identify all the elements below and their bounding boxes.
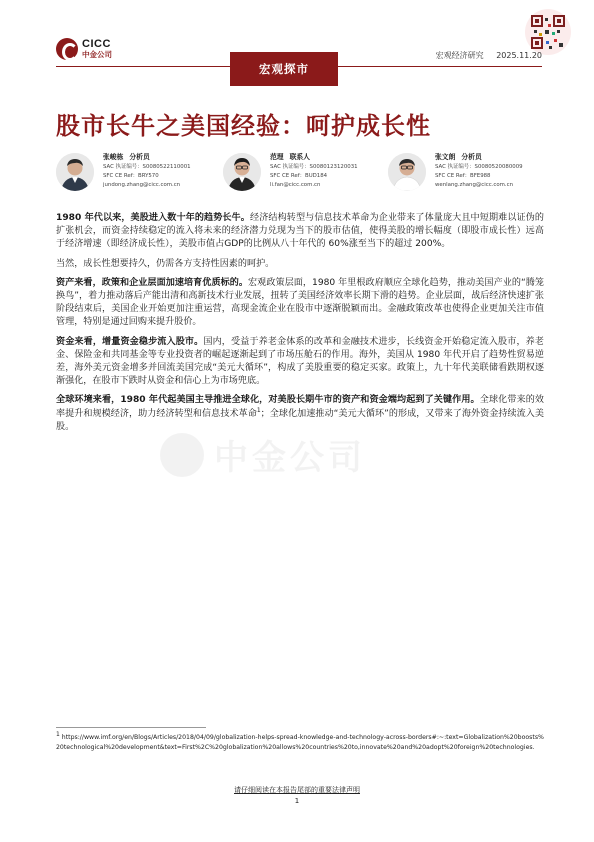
footnote-ref[interactable]: 1 — [256, 406, 261, 414]
cicc-logo-icon — [56, 38, 78, 60]
watermark-text: 中金公司 — [214, 438, 366, 478]
report-body — [56, 212, 544, 440]
footnote-number: 1 — [56, 730, 60, 738]
paragraph-text: 经济结构转型与信息技术革命为企业带来了体量庞大且中短期难以证伪的扩张机会，而资金持续稳定的流入将未来的经济潜力兑现为当下的股市估值，使得美股的增长幅度（即股市成长性）远高于经济增速（即经济成长性），美股市值占GDP的比例从八十年代的 60%涨至当下的超过 200%。 — [56, 213, 544, 250]
analyst-card — [388, 152, 523, 191]
paragraph — [56, 258, 544, 271]
paragraph — [56, 277, 544, 330]
analyst-photo — [388, 153, 426, 191]
page-number: 1 — [294, 797, 300, 805]
analyst-sfc: SFC CE Ref：BUD184 — [270, 173, 328, 179]
analyst-sac: SAC 执证编号：S0080520080009 — [435, 164, 523, 170]
paragraph-text: ；全球化加速推动“美元大循环”的形成，又带来了海外资金持续流入美股。 — [56, 408, 544, 432]
logo-cn: 中金公司 — [82, 50, 112, 60]
paragraph-lead: 1980 年代以来，美股进入数十年的趋势长牛。 — [56, 213, 250, 223]
paragraph-lead: 资金来看，增量资金稳步流入股市。 — [56, 336, 204, 347]
footnote-divider — [56, 727, 206, 728]
section-tag: 宏观探市 — [230, 52, 338, 86]
analyst-name: 张文朗 — [435, 153, 456, 161]
analyst-sfc: SFC CE Ref：BFE988 — [435, 173, 491, 179]
analyst-sac: SAC 执证编号：S0080522110001 — [103, 164, 191, 170]
paragraph-lead: 资产来看，政策和企业层面加速培育优质标的。 — [56, 277, 249, 288]
footnote — [56, 730, 544, 753]
report-date: 2025.11.20 — [496, 51, 542, 60]
analyst-role: 分析员 — [461, 153, 482, 161]
analyst-email[interactable]: jundong.zhang@cicc.com.cn — [103, 182, 181, 188]
logo-en: CICC — [82, 38, 111, 51]
qr-code-icon — [524, 8, 572, 56]
report-meta — [436, 50, 542, 61]
analyst-card — [56, 152, 191, 191]
analyst-name: 张峻栋 — [103, 153, 124, 161]
cicc-logo — [56, 38, 112, 60]
paragraph-lead: 全球环境来看，1980 年代起美国主导推进全球化，对美股长期牛市的资产和资金端均起到了关键作用。 — [56, 395, 480, 406]
paragraph-text: 国内，受益于养老金体系的改革和金融技术进步，长线资金开始稳定流入股市，养老金、保险金和共同基金等专业投资者的崛起逐渐起到了市场压舱石的作用。海外，美国从 1980 年代开启了趋势性贸易逆差，海外美元资金增多并回流美国完成“美元大循环”，构成了美股重要的稳定买家。政策上，九十年代美联储看跌期权逐渐强化，在股市下跌时从资金和信心上为市场兜底。 — [56, 336, 544, 387]
analyst-photo — [56, 153, 94, 191]
paragraph — [56, 212, 544, 252]
analyst-card — [223, 152, 358, 191]
analyst-sac: SAC 执证编号：S0080123120031 — [270, 164, 358, 170]
analyst-role: 分析员 — [129, 153, 150, 161]
paragraph-text: 宏观政策层面，1980 年里根政府顺应全球化趋势，推动美国产业的“腾笼换鸟”，着力推动落后产能出清和高新技术行业发展，扭转了美国经济效率长期下滑的趋势。企业层面，战后经济快速扩张阶段结束后，美国企业开始更加注重运营，高现金流企业在股市中逐渐脱颖而出。金融政策改革也使得企业更加关注市值管理，特别是通过回购来提升股价。 — [56, 277, 544, 328]
analyst-role: 联系人 — [289, 153, 310, 161]
paragraph-text: 全球化带来的效率提升和规模经济，助力经济转型和信息技术革命 — [56, 395, 544, 419]
paragraph — [56, 394, 544, 434]
page-title: 股市长牛之美国经验：呵护成长性 — [56, 112, 431, 140]
paragraph — [56, 336, 544, 389]
report-type: 宏观经济研究 — [435, 51, 484, 60]
analyst-photo — [223, 153, 261, 191]
analyst-sfc: SFC CE Ref：BRY570 — [103, 173, 159, 179]
legal-disclaimer-link[interactable]: 请仔细阅读在本报告尾部的重要法律声明 — [234, 786, 360, 794]
footnote-link[interactable]: https://www.imf.org/en/Blogs/Articles/2018/04/09/globalization-helps-spread-knowledge-and-technology-across-borders#:~:text=Globalization%20boosts%20technological%20development&text=First%2C%20globalization%20allows%20countries%20to,innovate%20and%20adopt%20foreign%20technologies. — [56, 734, 544, 751]
paragraph-text: 当然，成长性想要持久，仍需各方支持性因素的呵护。 — [56, 258, 275, 269]
analyst-email[interactable]: li.fan@cicc.com.cn — [270, 182, 321, 188]
analyst-name: 范理 — [270, 153, 284, 161]
analyst-email[interactable]: wenlang.zhang@cicc.com.cn — [435, 182, 513, 188]
